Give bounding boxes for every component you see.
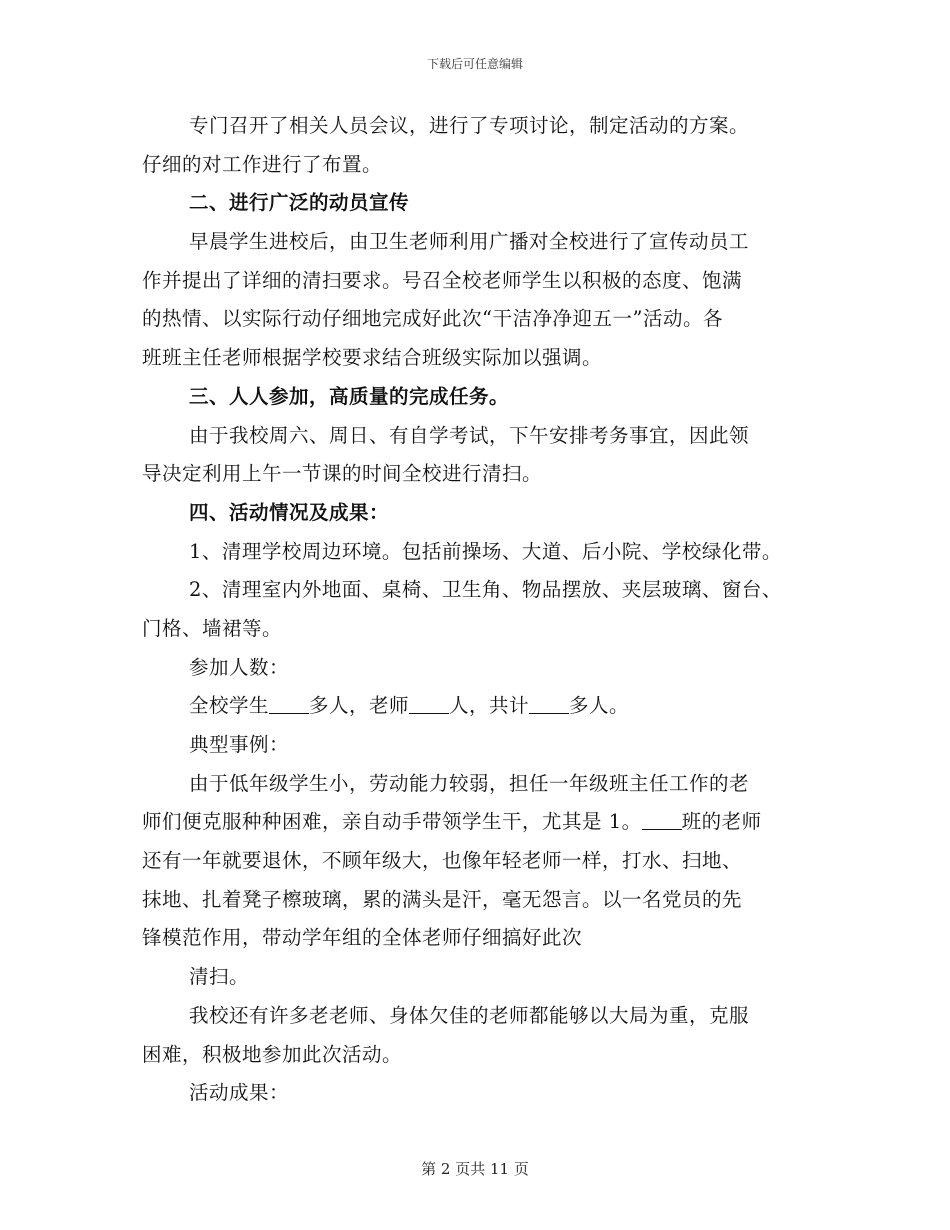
paragraph-line: 困难，积极地参加此次活动。	[142, 1042, 403, 1066]
fill-blank	[529, 697, 569, 714]
list-item: 1、清理学校周边环境。包括前操场、大道、后小院、学校绿化带。	[189, 539, 782, 563]
fill-blank	[642, 813, 682, 830]
paragraph-text: 班的老师	[681, 810, 762, 834]
paragraph-line: 早晨学生进校后，由卫生老师利用广播对全校进行了宣传动员工	[189, 230, 750, 254]
paragraph-line: 作并提出了详细的清扫要求。号召全校老师学生以积极的态度、饱满	[142, 268, 743, 292]
paragraph-text: 师们便克服种种困难，亲自动手带领学生干，尤其是 1。	[142, 810, 642, 834]
paragraph-line	[142, 803, 842, 842]
paragraph-line: 参加人数：	[189, 655, 290, 679]
document-body	[142, 107, 842, 1113]
paragraph-line: 由于低年级学生小，劳动能力较弱，担任一年级班主任工作的老	[189, 771, 750, 795]
section-heading: 二、进行广泛的动员宣传	[189, 191, 410, 215]
paragraph-line: 仔细的对工作进行了布置。	[142, 152, 383, 176]
participants-text: 多人。	[569, 694, 630, 718]
participants-text: 全校学生	[189, 694, 270, 718]
list-item: 2、清理室内外地面、桌椅、卫生角、物品摆放、夹层玻璃、窗台、	[189, 578, 782, 602]
participants-text: 多人，老师	[309, 694, 410, 718]
paragraph-line: 班班主任老师根据学校要求结合班级实际加以强调。	[142, 346, 603, 370]
paragraph-line: 活动成果：	[189, 1081, 290, 1105]
paragraph-line: 导决定利用上午一节课的时间全校进行清扫。	[142, 462, 543, 486]
paragraph-line: 锋模范作用，带动学年组的全体老师仔细搞好此次	[142, 926, 583, 950]
participants-text: 人，共计	[449, 694, 530, 718]
paragraph-line: 的热情、以实际行动仔细地完成好此次“干洁净净迎五一”活动。各	[142, 307, 723, 331]
paragraph-line: 我校还有许多老老师、身体欠佳的老师都能够以大局为重，克服	[189, 1003, 750, 1027]
page-header: 下载后可任意编辑	[426, 57, 523, 71]
section-heading: 三、人人参加，高质量的完成任务。	[189, 384, 510, 408]
paragraph-line: 典型事例：	[189, 733, 290, 756]
paragraph-line: 门格、墙裙等。	[142, 616, 283, 640]
paragraph-line: 专门召开了相关人员会议，进行了专项讨论，制定活动的方案。	[189, 114, 750, 137]
paragraph-line: 还有一年就要退休，不顾年级大，也像年轻老师一样，打水、扫地、	[142, 849, 743, 873]
page-footer: 第 2 页共 11 页	[421, 1160, 529, 1178]
paragraph-line: 抹地、扎着凳子檫玻璃，累的满头是汗，毫无怨言。以一名党员的先	[142, 887, 743, 911]
fill-blank	[269, 697, 309, 714]
participants-line	[142, 687, 842, 726]
paragraph-line: 清扫。	[189, 965, 250, 989]
paragraph-line: 由于我校周六、周日、有自学考试，下午安排考务事宜，因此领	[189, 423, 750, 447]
fill-blank	[409, 697, 449, 714]
section-heading: 四、活动情况及成果：	[189, 500, 390, 524]
